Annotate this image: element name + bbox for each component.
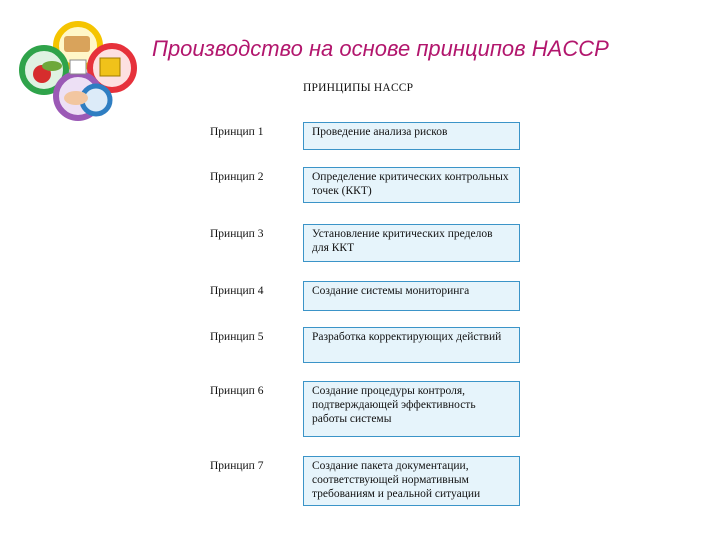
diagram-heading: ПРИНЦИПЫ HACCP [303, 82, 414, 94]
principle-box: Установление критических пределов для ККТ [303, 224, 520, 262]
principle-label: Принцип 7 [210, 460, 264, 472]
principle-label: Принцип 3 [210, 228, 264, 240]
page-title: Производство на основе принципов HACCP [152, 36, 609, 61]
principle-label: Принцип 5 [210, 331, 264, 343]
principle-label: Принцип 2 [210, 171, 264, 183]
principle-box: Создание процедуры контроля, подтверждающей эффективность работы системы [303, 381, 520, 437]
food-safety-logo-icon [14, 18, 142, 126]
principle-label: Принцип 1 [210, 126, 264, 138]
principle-box: Определение критических контрольных точек (ККТ) [303, 167, 520, 203]
principle-box: Создание системы мониторинга [303, 281, 520, 311]
principle-box: Создание пакета документации, соответствующей нормативным требованиям и реальной ситуации [303, 456, 520, 506]
principle-label: Принцип 6 [210, 385, 264, 397]
principle-label: Принцип 4 [210, 285, 264, 297]
principle-box: Разработка корректирующих действий [303, 327, 520, 363]
principle-box: Проведение анализа рисков [303, 122, 520, 150]
